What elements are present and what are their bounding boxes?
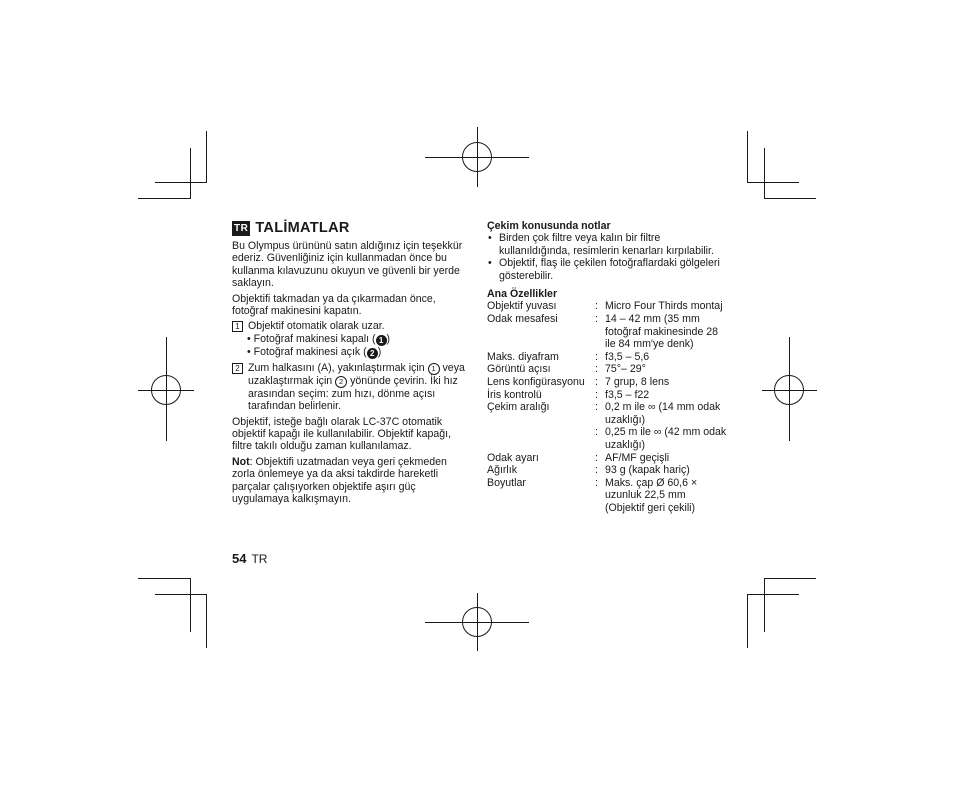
crop-mark-line <box>764 198 816 199</box>
spec-value: f3,5 – f22 <box>605 388 650 401</box>
intro-paragraph: Bu Olympus ürününü satın aldığınız için teşekkür ederiz. Güvenliğiniz için kullanmadan önce bu kullanma kılavuzunu okuyun ve güvenli bir yerde saklayın. <box>232 240 463 290</box>
spec-value: 0,2 m ile ∞ (14 mm odak uzaklığı) <box>605 401 721 426</box>
notes-list <box>487 232 727 282</box>
list-item: • Objektif, flaş ile çekilen fotoğraflardaki gölgeleri gösterebilir. <box>487 257 727 282</box>
crop-mark-line <box>764 578 816 579</box>
spec-colon: : <box>595 350 598 363</box>
crop-mark-line <box>764 148 765 199</box>
crop-mark-line <box>155 594 207 595</box>
specs-heading: Ana Özellikler <box>487 288 558 301</box>
step-2 <box>232 362 466 413</box>
notes-heading: Çekim konusunda notlar <box>487 220 611 232</box>
note-label: Not <box>232 455 250 468</box>
spec-label: Lens konfigürasyonu <box>487 376 585 388</box>
spec-value: 7 grup, 8 lens <box>605 376 670 388</box>
specs-table <box>487 300 727 514</box>
circled-number-icon: 2 <box>367 348 378 359</box>
table-row <box>487 300 727 313</box>
spec-label: Görüntü açısı <box>487 363 551 376</box>
crop-mark-line <box>190 148 191 199</box>
crop-mark-line <box>206 594 207 648</box>
spec-colon: : <box>595 300 598 313</box>
spec-label: Odak mesafesi <box>487 313 558 326</box>
page-language: TR <box>251 552 268 566</box>
note-paragraph <box>232 456 466 506</box>
table-row <box>487 452 727 465</box>
spec-colon: : <box>595 401 598 414</box>
crop-mark-line <box>206 131 207 183</box>
spec-colon: : <box>595 464 598 477</box>
crop-mark-line <box>764 578 765 632</box>
spec-colon: : <box>595 313 598 326</box>
step-number: 2 <box>232 363 243 374</box>
section-header <box>232 220 466 237</box>
spec-value: 0,25 m ile ∞ (42 mm odak uzaklığı) <box>605 426 727 451</box>
table-row <box>487 401 727 426</box>
spec-label: Boyutlar <box>487 476 526 489</box>
spec-label: Ağırlık <box>487 464 518 477</box>
spec-label <box>487 426 595 451</box>
step-text: Zum halkasını (A), yakınlaştırmak için 1 veya uzaklaştırmak için 2 yönünde çevirin. İki hız arasından seçim: zum hızı, dönme açısı tarafından belirlenir. <box>248 361 465 413</box>
spec-value: 75°– 29° <box>605 363 646 376</box>
crop-mark-line <box>155 182 207 183</box>
table-row <box>487 426 727 451</box>
crop-mark-line <box>747 182 799 183</box>
spec-colon: : <box>595 451 598 464</box>
specs-column <box>487 220 727 515</box>
step-1-bullet-on: • Fotoğraf makinesi açık ( 2 ) <box>247 345 382 358</box>
mount-paragraph: Objektifi takmadan ya da çıkarmadan önce, fotoğraf makinesini kapatın. <box>232 292 436 318</box>
note-text: : Objektifi uzatmadan veya geri çekmeden zorla önlemeye ya da aksi takdirde hareketli parçalar çalışıyorken objektife aşırı güç uygulamaya kalkışmayın. <box>232 455 447 506</box>
page-number: 54 <box>232 551 247 566</box>
lens-cap-paragraph: Objektif, isteğe bağlı olarak LC-37C otomatik objektif kapağı ile kullanılabilir. Objektif kapağı, filtre takılı olduğu zaman kullanılamaz. <box>232 415 452 453</box>
spec-colon: : <box>595 388 598 401</box>
circled-number-icon: 1 <box>376 335 387 346</box>
crop-mark-line <box>747 594 799 595</box>
spec-label: Maks. diyafram <box>487 350 559 363</box>
table-row <box>487 389 727 402</box>
list-item: • Birden çok filtre veya kalın bir filtre kullanıldığında, resimlerin kenarları kırpılabilir. <box>487 232 727 257</box>
spec-value: 93 g (kapak hariç) <box>605 464 690 477</box>
table-row <box>487 351 727 364</box>
crop-mark-line <box>138 578 191 579</box>
instructions-column <box>232 220 466 509</box>
spec-label: İris kontrolü <box>487 388 542 401</box>
spec-value: Maks. çap Ø 60,6 × uzunluk 22,5 mm (Objektif geri çekili) <box>605 476 698 514</box>
page-title: TALİMATLAR <box>255 220 350 237</box>
language-badge: TR <box>234 223 249 234</box>
spec-label: Çekim aralığı <box>487 401 550 414</box>
spec-label: Objektif yuvası <box>487 300 557 313</box>
spec-value: 14 – 42 mm (35 mm fotoğraf makinesinde 28 ile 84 mm'ye denk) <box>605 313 719 351</box>
table-row <box>487 313 727 351</box>
spec-colon: : <box>595 476 598 489</box>
crop-mark-line <box>747 131 748 183</box>
spec-value: f3,5 – 5,6 <box>605 350 650 363</box>
step-1 <box>232 320 466 332</box>
crop-mark-line <box>138 198 191 199</box>
table-row <box>487 464 727 477</box>
step-1-bullet-off: • Fotoğraf makinesi kapalı ( 1 ) <box>247 332 391 345</box>
spec-colon: : <box>595 376 598 388</box>
step-number: 1 <box>232 321 243 332</box>
spec-colon: : <box>595 363 598 376</box>
spec-value: AF/MF geçişli <box>605 451 670 464</box>
table-row <box>487 363 727 376</box>
spec-colon: : <box>595 426 598 439</box>
page-footer <box>232 551 267 566</box>
spec-label: Odak ayarı <box>487 451 539 464</box>
table-row <box>487 376 727 389</box>
crop-mark-line <box>190 578 191 632</box>
spec-value: Micro Four Thirds montaj <box>605 300 723 313</box>
step-text: Objektif otomatik olarak uzar. <box>248 320 385 333</box>
circled-number-icon: 1 <box>428 363 440 375</box>
crop-mark-line <box>747 594 748 648</box>
circled-number-icon: 2 <box>335 376 347 388</box>
table-row <box>487 477 727 515</box>
